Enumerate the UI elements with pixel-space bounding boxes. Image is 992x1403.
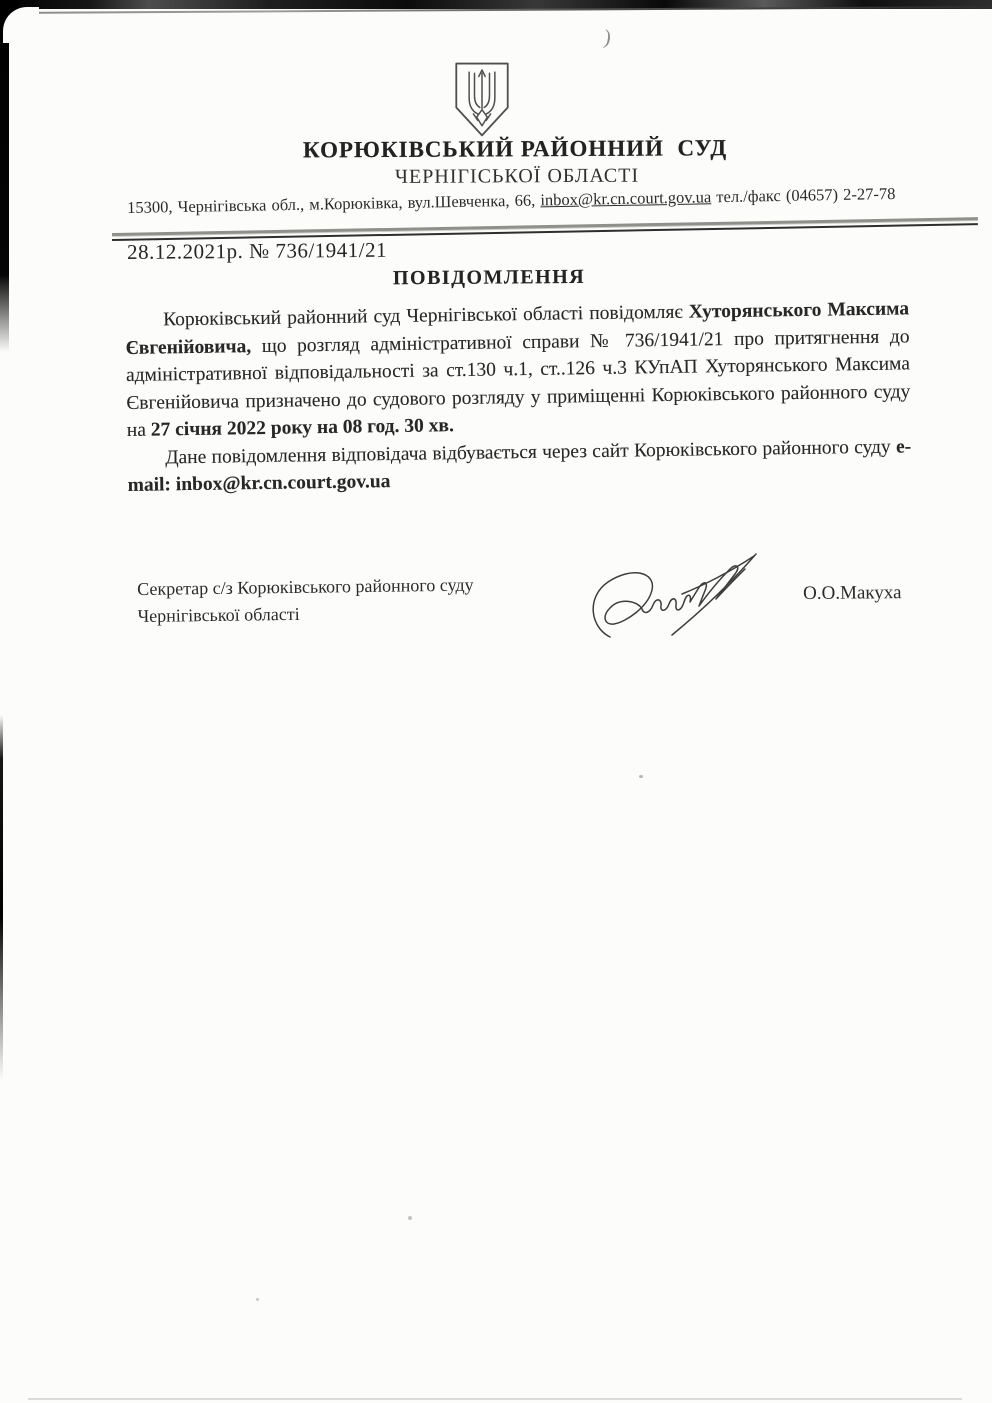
document-title: ПОВІДОМЛЕННЯ [392,265,586,290]
body-paragraph-1 [125,295,911,444]
scan-left-edge-artifact-middle [0,715,3,1080]
date-and-case-number: 28.12.2021р. № 736/1941/21 [127,237,388,264]
court-region-heading: ЧЕРНІГІСЬКОЇ ОБЛАСТІ [394,164,640,188]
court-name-heading: КОРЮКІВСЬКИЙ РАЙОННИЙ СУД [302,135,728,163]
signature-role-block [137,572,474,630]
scan-noise-speck [408,1216,412,1220]
address-text: 15300, Чернігівська обл., м.Корюківка, вул.Шевченка, 66, [127,190,541,217]
scan-bottom-edge-line [28,1398,962,1400]
paragraph-text: що розгляд адміністративної справи № 736/1941/21 про притягнення до адміністративної відповідальності за ст.130 ч.1, ст..126 ч.3 КУпАП Хуторянського Максима Євгенійовича призначено до судового розгляду у приміщенні Корюківського районного суду на [125,325,911,441]
body-paragraph-2 [127,433,912,500]
hearing-datetime-bold: 27 січня 2022 року на 08 год. 30 хв. [150,415,455,441]
stray-pen-mark: ) [602,24,613,50]
court-email-bold: e-mail: inbox@kr.cn.court.gov.ua [127,435,912,496]
phone-fax-text: тел./факс (04657) 2-27-78 [711,183,896,207]
scan-noise-speck [639,775,643,778]
ukraine-trident-coat-of-arms-icon [452,60,512,140]
signature-role-line-1: Секретар с/з Корюківського районного суду [137,574,474,599]
scan-noise-speck [256,1298,259,1301]
signature-role-line-2: Чернігівської області [137,603,300,626]
notice-body [125,295,912,499]
defendant-name-bold: Хуторянського Максима Євгенійовича, [125,298,910,359]
paragraph-text: Дане повідомлення відповідача відбувається через сайт Корюківського районного суду [165,436,897,468]
court-email-text: inbox@kr.cn.court.gov.ua [540,187,712,210]
paragraph-text: Корюківський районний суд Чернігівської області повідомляє [163,301,689,331]
handwritten-signature-icon [580,542,758,648]
signer-name: О.О.Макуха [803,582,902,604]
